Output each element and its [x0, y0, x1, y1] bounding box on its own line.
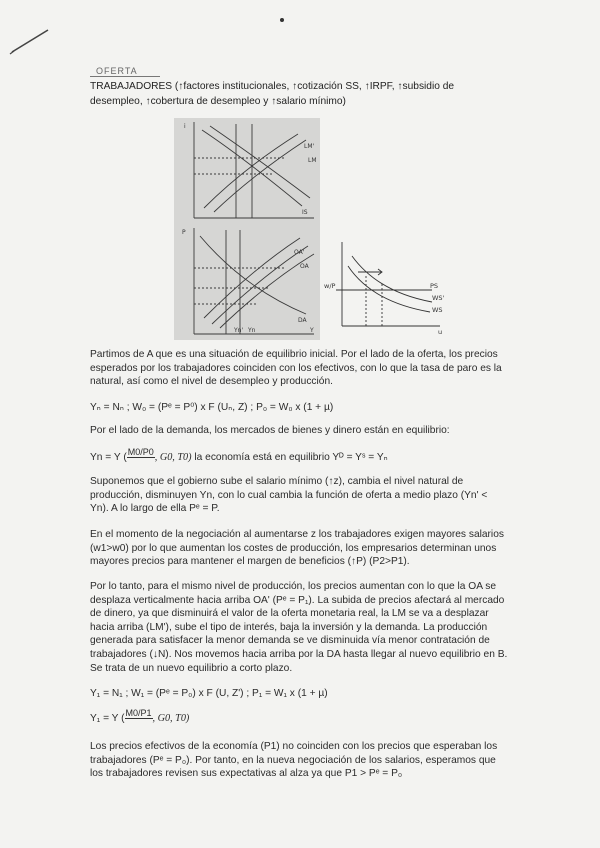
svg-text:LM': LM'	[304, 143, 315, 150]
equation-demand-short-run	[90, 708, 508, 729]
curve-label-ws: WS	[432, 306, 443, 314]
handdrawn-graph-left	[174, 118, 320, 340]
punch-hole-dot	[280, 18, 284, 22]
paragraph-expectations: Los precios efectivos de la economía (P1) no coinciden con los precios que esperaban los trabajadores (Pᵉ = P₀). Por tanto, en la nueva negociación de los salarios, esperamos que los trabajadores revisen sus expectativas al alza ya que P1 > Pᵉ = P₀	[90, 741, 498, 780]
eq2-tail: la economía está en equilibrio Yᴰ = Yˢ = Yₙ	[194, 452, 388, 464]
eq4-numerator: M0/P1	[125, 708, 152, 718]
eq2-fraction	[127, 447, 155, 468]
section-label: OFERTA	[96, 66, 138, 76]
eq4-left: Y₁ = Y (	[90, 713, 125, 725]
svg-text:OA': OA'	[294, 249, 305, 256]
paragraph-intro: Partimos de A que es una situación de equilibrio inicial. Por el lado de la oferta, los precios esperados por los trabajadores coinciden con los efectivos, con lo que la tasa de paro es la natural, así como el nivel de desempleo y producción.	[90, 349, 502, 388]
eq4-fraction	[125, 708, 153, 729]
paragraph-shift: Por lo tanto, para el mismo nivel de producción, los precios aumentan con lo que la OA se desplaza verticalmente hacia arriba OA' (Pᵉ = P₁). La subida de precios afectará al mercado de dinero, ya que disminuirá el valor de la oferta monetaria real, la LM se va a desplazar hacia arriba (LM'), sube el tipo de interés, baja la inversión y la demanda. La producción generada para satisfacer la menor demanda se ve disminuida vía menor contratación de trabajadores (↓N). Nos movemos hacia arriba por la DA hasta llegar al nuevo equilibrio en B. Se trata de un nuevo equilibrio a corto plazo.	[90, 581, 508, 674]
svg-text:OA: OA	[300, 263, 309, 270]
eq2-right: , G0, T0)	[154, 452, 192, 464]
svg-text:P: P	[182, 229, 186, 236]
svg-text:Yn': Yn'	[234, 327, 244, 334]
curve-label-ps: PS	[430, 282, 439, 290]
svg-text:i: i	[184, 123, 186, 130]
paragraph-minimum-wage: Suponemos que el gobierno sube el salario mínimo (↑z), cambia el nivel natural de producción, disminuyen Yn, con lo cual cambia la función de oferta a medio plazo (Yn' < Yn). A lo largo de ella Pᵉ = P.	[90, 476, 488, 515]
equation-supply-initial: Yₙ = Nₙ ; W₀ = (Pᵉ = P⁰) x F (Uₙ, Z) ; P₀ = W₀ x (1 + µ)	[90, 402, 334, 413]
paragraph-negotiation: En el momento de la negociación al aumentarse z los trabajadores exigen mayores salarios (w1>w0) por lo que aumentan los costes de producción, los empresarios determinan unos mayores precios para mantener el margen de beneficios (↑P) (P2>P1).	[90, 529, 504, 568]
svg-text:IS: IS	[302, 209, 308, 216]
paragraph-demand: Por el lado de la demanda, los mercados de bienes y dinero están en equilibrio:	[90, 425, 450, 436]
svg-text:LM: LM	[308, 157, 317, 164]
section-underline	[90, 76, 160, 77]
axis-y-label: w/P	[324, 282, 336, 290]
eq2-numerator: M0/P0	[127, 447, 154, 457]
equation-supply-short-run: Y₁ = N₁ ; W₁ = (Pᵉ = P₀) x F (U, Z') ; P₁ = W₁ x (1 + µ)	[90, 688, 328, 699]
svg-text:DA: DA	[298, 317, 307, 324]
axis-x-label: u	[438, 328, 443, 336]
labour-market-graph	[322, 236, 446, 338]
pen-mark-icon	[8, 26, 52, 56]
equation-demand-initial	[90, 447, 508, 468]
eq2-left: Yn = Y (	[90, 452, 127, 464]
eq4-right: , G0, T0)	[152, 713, 190, 725]
svg-text:Y: Y	[310, 327, 314, 334]
section-heading: TRABAJADORES (↑factores institucionales, ↑cotización SS, ↑IRPF, ↑subsidio de desempleo, ↑cobertura de desempleo y ↑salario mínimo)	[90, 81, 455, 107]
curve-label-ws-prime: WS'	[432, 294, 445, 302]
svg-text:Yn: Yn	[248, 327, 256, 334]
